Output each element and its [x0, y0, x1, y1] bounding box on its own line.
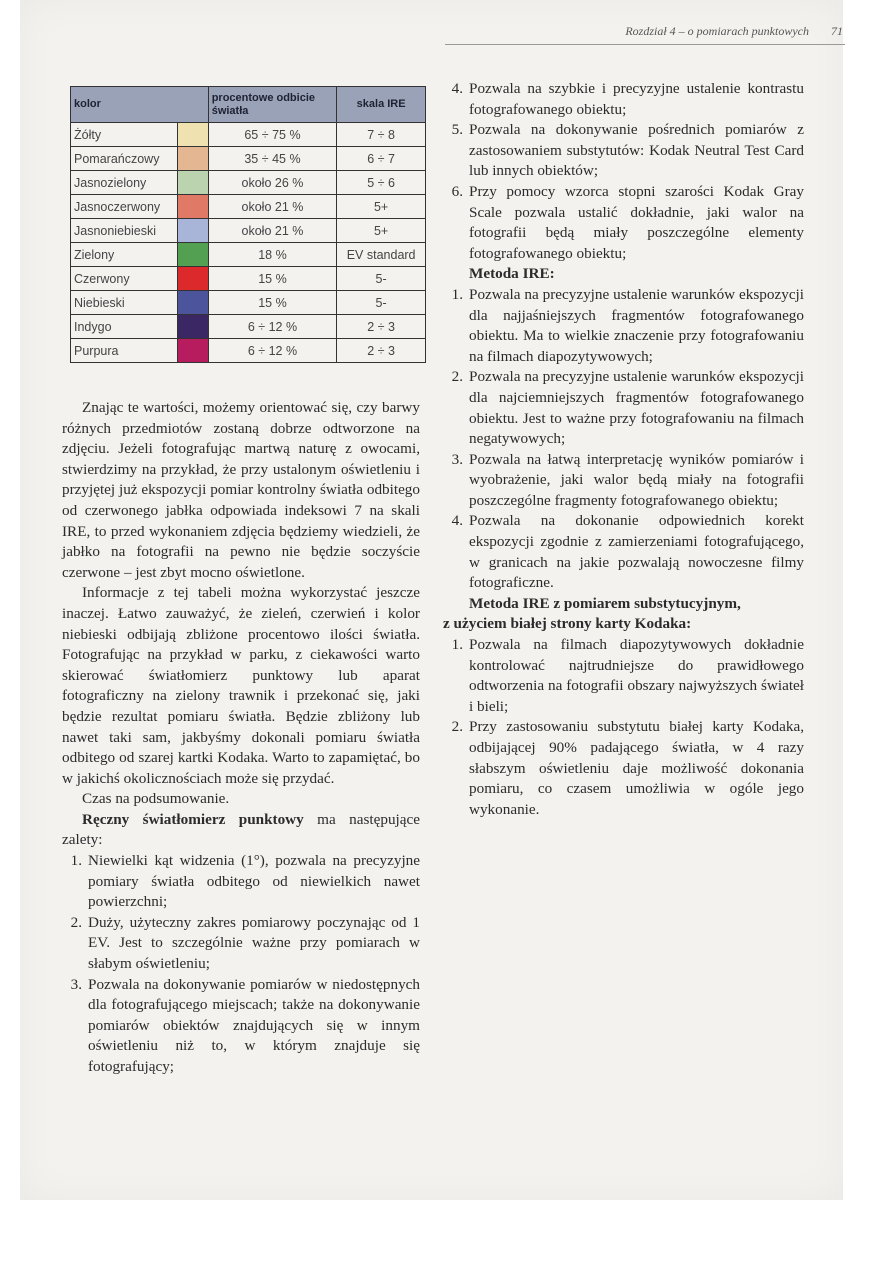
reflectance-value: 15 % — [208, 267, 337, 291]
color-name: Jasnozielony — [71, 171, 178, 195]
ire-value: 6 ÷ 7 — [337, 147, 426, 171]
list-number: 2. — [451, 718, 463, 736]
color-swatch — [178, 291, 209, 315]
list-number: 2. — [451, 368, 463, 386]
paragraph-4 — [62, 810, 420, 851]
list-item — [62, 851, 420, 913]
color-reflectance-table — [70, 86, 426, 363]
color-name: Zielony — [71, 243, 178, 267]
list-text: Pozwala na szybkie i precyzyjne ustalenie kontrastu fotografowanego obiektu; — [469, 80, 804, 118]
list-item — [443, 717, 804, 820]
list-item — [62, 913, 420, 975]
color-name: Żółty — [71, 123, 178, 147]
list-item — [443, 79, 804, 120]
list-number: 2. — [70, 913, 82, 931]
paragraph-4-rest: ma następujące zalety: — [62, 810, 420, 849]
color-name: Jasnoniebieski — [71, 219, 178, 243]
color-swatch — [178, 315, 209, 339]
table-row — [71, 123, 426, 147]
reflectance-value: 18 % — [208, 243, 337, 267]
table-row — [71, 291, 426, 315]
list-item — [443, 635, 804, 717]
heading-ire-substitute-a: Metoda IRE z pomiarem substytucyjnym, — [469, 594, 741, 612]
right-column — [443, 79, 804, 820]
ire-value: 5 ÷ 6 — [337, 171, 426, 195]
list-number: 6. — [451, 182, 463, 200]
list-item — [443, 367, 804, 449]
list-item — [62, 975, 420, 1078]
heading-ire-substitute-b: z użyciem białej strony karty Kodaka: — [443, 615, 692, 633]
color-swatch — [178, 243, 209, 267]
reflectance-value: około 21 % — [208, 195, 337, 219]
color-name: Czerwony — [71, 267, 178, 291]
list-number: 1. — [451, 285, 463, 303]
table-row — [71, 195, 426, 219]
header-color: kolor — [71, 87, 209, 123]
reflectance-value: 6 ÷ 12 % — [208, 339, 337, 363]
list-text: Przy pomocy wzorca stopni szarości Kodak Gray Scale pozwala ustalić dokładnie, jaki walor na fotografii będą miały poszczególne elementy fotografowanego obiektu; — [469, 182, 804, 262]
header-title: Rozdział 4 – o pomiarach punktowych — [625, 24, 809, 38]
list-text: Pozwala na dokonanie odpowiednich korekt ekspozycji zgodnie z zamierzeniami fotografującego, w granicach na jakie pozwalają nowoczesne filmy fotograficzne. — [469, 512, 804, 592]
ire-method-list — [443, 285, 804, 594]
list-item — [443, 285, 804, 367]
header-reflectance: procentowe odbicie światła — [208, 87, 337, 123]
table-body — [71, 123, 426, 363]
list-number: 4. — [451, 80, 463, 97]
table-header-row — [71, 87, 426, 123]
ire-value: 7 ÷ 8 — [337, 123, 426, 147]
color-name: Indygo — [71, 315, 178, 339]
ire-value: 2 ÷ 3 — [337, 339, 426, 363]
table-row — [71, 219, 426, 243]
header-ire: skala IRE — [337, 87, 426, 123]
list-item — [443, 120, 804, 182]
list-number: 1. — [70, 852, 82, 870]
page-number: 71 — [831, 24, 843, 38]
list-item — [443, 182, 804, 264]
ire-value: 5+ — [337, 195, 426, 219]
paragraph-1: Znając te wartości, możemy orientować się, czy barwy różnych przedmiotów zostaną dobrze odtworzone na zdjęciu. Jeżeli fotografując martwą naturę z owocami, stwierdzimy na przykład, że przy ustalonym oświetleniu i przyjętej już ekspozycji pomiar kontrolny światła odbitego od czerwonego jabłka odpowiada indeksowi 7 na skali IRE, to przed wykonaniem zdjęcia będziemy wiedzieli, że jabłko na fotografii na pewno nie będzie soczyście czerwone – jest zbyt mocno oświetlone. — [62, 399, 420, 581]
list-number: 3. — [70, 975, 82, 993]
reflectance-value: 65 ÷ 75 % — [208, 123, 337, 147]
list-item — [443, 511, 804, 593]
advantages-list — [62, 851, 420, 1078]
reflectance-value: około 21 % — [208, 219, 337, 243]
color-swatch — [178, 195, 209, 219]
left-column — [62, 398, 420, 1078]
paragraph-3: Czas na podsumowanie. — [82, 790, 230, 808]
reflectance-value: 15 % — [208, 291, 337, 315]
ire-substitute-list — [443, 635, 804, 820]
color-swatch — [178, 339, 209, 363]
table-row — [71, 267, 426, 291]
list-text: Pozwala na dokonywanie pomiarów w niedostępnych dla fotografującego miejscach; także na dokonywanie pomiarów obiektów znajdujących się w innym oświetleniu niż to, w którym znajduje się fotografujący; — [88, 975, 420, 1075]
reflectance-value: 6 ÷ 12 % — [208, 315, 337, 339]
color-name: Purpura — [71, 339, 178, 363]
table-row — [71, 243, 426, 267]
list-text: Duży, użyteczny zakres pomiarowy poczynając od 1 EV. Jest to szczególnie ważne przy pomiarach w słabym oświetleniu; — [88, 913, 420, 973]
list-text: Pozwala na łatwą interpretację wyników pomiarów i wyobrażenie, jaki walor będą miały na fotografii poszczególne fragmenty fotografowanego obiektu; — [469, 450, 804, 509]
list-text: Pozwala na filmach diapozytywowych dokładnie kontrolować najtrudniejsze do prawidłowego odtworzenia na fotografii obszary najwyższych świateł i bieli; — [469, 636, 804, 715]
color-name: Pomarańczowy — [71, 147, 178, 171]
list-number: 5. — [451, 121, 463, 139]
list-number: 3. — [451, 450, 463, 468]
spotmeter-term: Ręczny światłomierz punktowy — [82, 810, 304, 828]
list-text: Przy zastosowaniu substytutu białej karty Kodaka, odbijającej 90% padającego światła, w 4 razy słabszym oświetleniu daje możliwość dokonania pomiaru, co czasem umożliwia w ogóle jego wykonanie. — [469, 718, 804, 818]
color-swatch — [178, 267, 209, 291]
list-item — [443, 450, 804, 512]
table-row — [71, 339, 426, 363]
heading-ire-method: Metoda IRE: — [469, 265, 555, 283]
color-name: Jasnoczerwony — [71, 195, 178, 219]
ire-value: 5- — [337, 267, 426, 291]
color-swatch — [178, 147, 209, 171]
list-text: Pozwala na dokonywanie pośrednich pomiarów z zastosowaniem substytutów: Kodak Neutral Test Card lub innych obiektów; — [469, 121, 804, 180]
table-row — [71, 315, 426, 339]
list-number: 1. — [451, 636, 463, 654]
ire-value: 5- — [337, 291, 426, 315]
list-number: 4. — [451, 512, 463, 530]
ire-value: EV standard — [337, 243, 426, 267]
running-header — [445, 24, 845, 45]
ire-value: 5+ — [337, 219, 426, 243]
ire-value: 2 ÷ 3 — [337, 315, 426, 339]
color-swatch — [178, 219, 209, 243]
advantages-list-continued — [443, 79, 804, 264]
list-text: Niewielki kąt widzenia (1°), pozwala na precyzyjne pomiary światła odbitego od niewielkich nawet powierzchni; — [88, 852, 420, 911]
paragraph-2: Informacje z tej tabeli można wykorzystać jeszcze inaczej. Łatwo zauważyć, że zieleń, czerwień i kolor niebieski odbijają zbliżone procentowo ilości światła. Fotografując na przykład w parku, z ciekawości warto skierować światłomierz punktowy lub aparat fotograficzny na zielony trawnik i przekonać się, jaki będzie rezultat pomiaru światła. Będzie zbliżony lub nawet taki sam, jakbyśmy dokonali pomiaru światła odbitego od szarej kartki Kodaka. Warto to zapamiętać, bo w jakichś okolicznościach może się przydać. — [62, 584, 420, 787]
table-row — [71, 171, 426, 195]
color-swatch — [178, 123, 209, 147]
reflectance-value: około 26 % — [208, 171, 337, 195]
color-swatch — [178, 171, 209, 195]
table-row — [71, 147, 426, 171]
list-text: Pozwala na precyzyjne ustalenie warunków ekspozycji dla najjaśniejszych fragmentów fotografowanego obiektu. Ma to wielkie znaczenie przy fotografowaniu na filmach diapozytywowych; — [469, 285, 804, 365]
list-text: Pozwala na precyzyjne ustalenie warunków ekspozycji dla najciemniejszych fragmentów fotografowanego obiektu. Jest to ważne przy fotografowaniu na filmach negatywowych; — [469, 368, 804, 448]
reflectance-value: 35 ÷ 45 % — [208, 147, 337, 171]
color-name: Niebieski — [71, 291, 178, 315]
